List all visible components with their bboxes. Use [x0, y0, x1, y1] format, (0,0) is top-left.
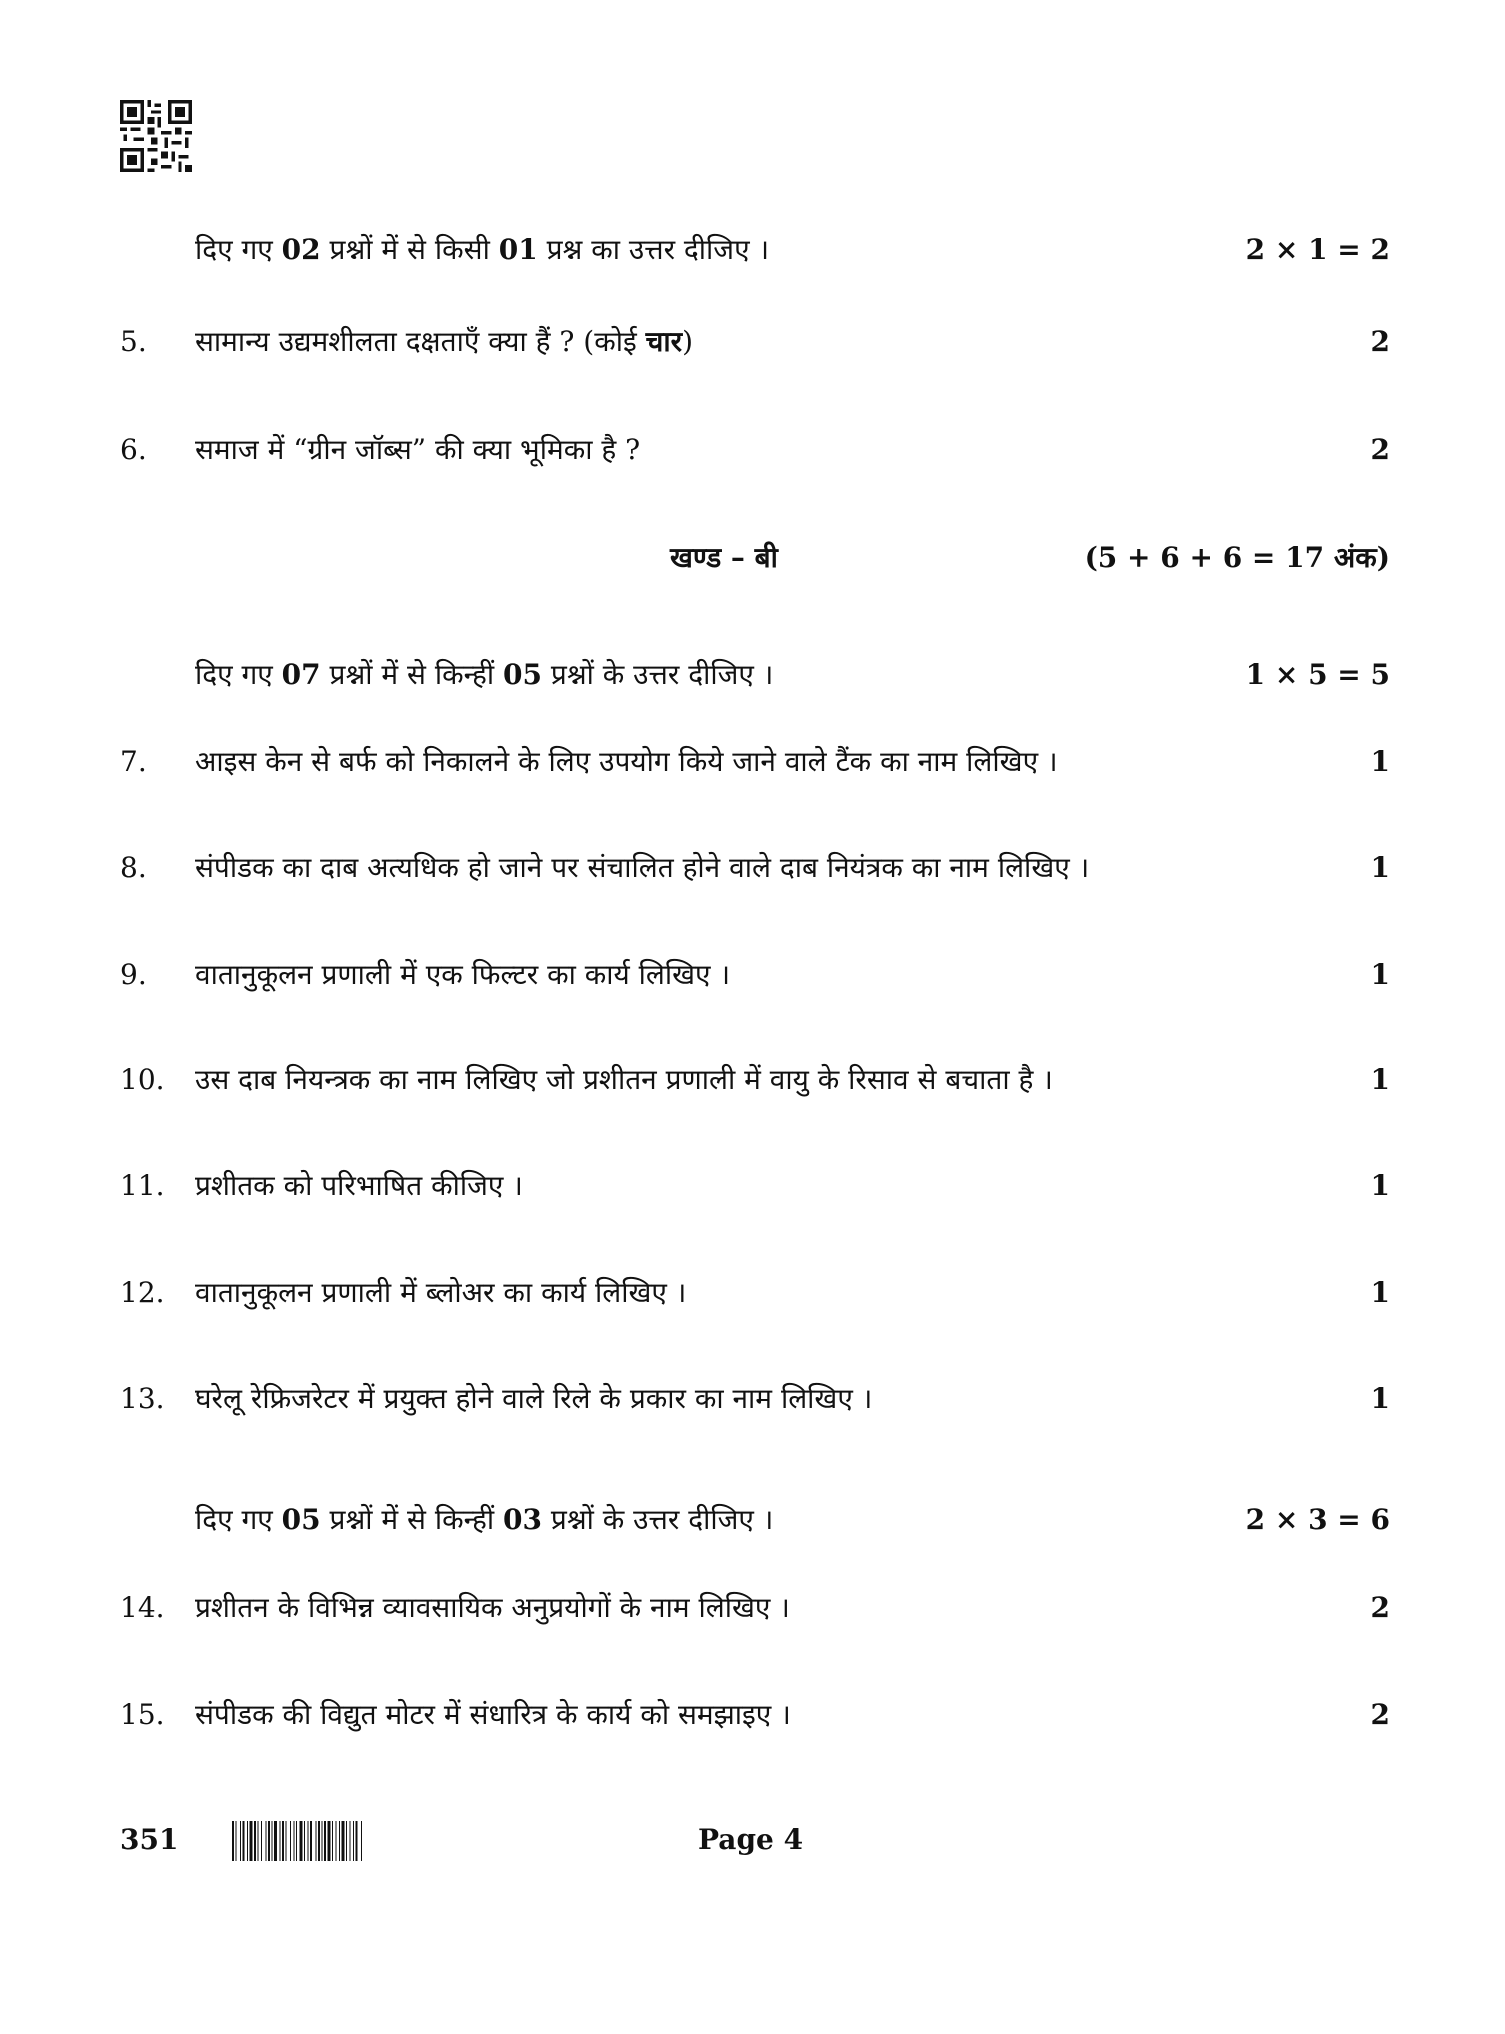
instruction-text: [195, 1495, 773, 1545]
question-text-part: सामान्य उद्यमशीलता दक्षताएँ क्या हैं ? (कोई: [195, 325, 646, 358]
instruction-part: दिए गए: [195, 1503, 282, 1536]
question-number: 7.: [120, 745, 147, 778]
question-text: उस दाब नियन्त्रक का नाम लिखिए जो प्रशीतन प्रणाली में वायु के रिसाव से बचाता है ।: [195, 1063, 1053, 1096]
instruction-part: प्रश्नों के उत्तर दीजिए ।: [542, 1503, 774, 1536]
question-number: 5.: [120, 325, 147, 358]
section-title: खण्ड – बी: [670, 541, 778, 574]
question-row: [0, 1374, 1505, 1424]
question-marks: 2: [1370, 1698, 1390, 1731]
instruction-text: [195, 225, 769, 275]
instruction-row: [0, 225, 1505, 275]
instruction-marks: 1 × 5 = 5: [1245, 658, 1390, 691]
question-text: वातानुकूलन प्रणाली में एक फिल्टर का कार्य लिखिए ।: [195, 958, 731, 991]
qr-code-icon: [120, 100, 192, 172]
question-number: 14.: [120, 1591, 165, 1624]
instruction-count: 07: [281, 658, 321, 691]
instruction-part: प्रश्नों में से किन्हीं: [320, 1503, 504, 1536]
question-number: 6.: [120, 433, 147, 466]
question-text: आइस केन से बर्फ को निकालने के लिए उपयोग किये जाने वाले टैंक का नाम लिखिए ।: [195, 745, 1058, 778]
question-text: प्रशीतक को परिभाषित कीजिए ।: [195, 1169, 523, 1202]
section-marks: (5 + 6 + 6 = 17 अंक): [1084, 541, 1390, 574]
question-marks: 2: [1370, 433, 1390, 466]
page-footer: [0, 1815, 1505, 1865]
instruction-count: 03: [503, 1503, 542, 1536]
question-row: [0, 1161, 1505, 1211]
question-marks: 1: [1370, 1169, 1390, 1202]
question-marks: 2: [1370, 1591, 1390, 1624]
question-emphasis: चार: [645, 325, 683, 358]
question-row: [0, 1583, 1505, 1633]
instruction-row: [0, 1495, 1505, 1545]
question-number: 8.: [120, 851, 147, 884]
question-row: [0, 317, 1505, 367]
instruction-part: प्रश्नों के उत्तर दीजिए ।: [542, 658, 774, 691]
question-number: 12.: [120, 1276, 165, 1309]
instruction-part: प्रश्नों में से किसी: [320, 233, 499, 266]
question-marks: 1: [1370, 1276, 1390, 1309]
instruction-marks: 2 × 3 = 6: [1245, 1503, 1390, 1536]
question-text-part: ): [682, 325, 694, 358]
instruction-part: प्रश्न का उत्तर दीजिए ।: [537, 233, 770, 266]
instruction-row: [0, 650, 1505, 700]
question-row: [0, 425, 1505, 475]
question-marks: 1: [1370, 1063, 1390, 1096]
question-row: [0, 1690, 1505, 1740]
question-row: [0, 1055, 1505, 1105]
question-row: [0, 843, 1505, 893]
question-text: वातानुकूलन प्रणाली में ब्लोअर का कार्य लिखिए ।: [195, 1276, 687, 1309]
instruction-count: 02: [281, 233, 321, 266]
question-number: 15.: [120, 1698, 165, 1731]
instruction-count: 05: [281, 1503, 321, 1536]
instruction-part: प्रश्नों में से किन्हीं: [320, 658, 504, 691]
paper-code: 351: [120, 1823, 179, 1856]
question-number: 10.: [120, 1063, 165, 1096]
question-marks: 2: [1370, 325, 1390, 358]
question-marks: 1: [1370, 851, 1390, 884]
question-text: [195, 317, 693, 367]
question-row: [0, 1268, 1505, 1318]
question-row: [0, 737, 1505, 787]
barcode-icon: [232, 1821, 457, 1861]
question-marks: 1: [1370, 745, 1390, 778]
page-number: Page 4: [698, 1823, 804, 1856]
question-text: समाज में “ग्रीन जॉब्स” की क्या भूमिका है ?: [195, 433, 641, 466]
question-text: संपीडक का दाब अत्यधिक हो जाने पर संचालित होने वाले दाब नियंत्रक का नाम लिखिए ।: [195, 851, 1090, 884]
question-number: 13.: [120, 1382, 165, 1415]
section-header: [0, 533, 1505, 583]
instruction-text: [195, 650, 773, 700]
instruction-part: दिए गए: [195, 658, 282, 691]
question-text: प्रशीतन के विभिन्न व्यावसायिक अनुप्रयोगों के नाम लिखिए ।: [195, 1591, 790, 1624]
instruction-count: 01: [498, 233, 538, 266]
instruction-marks: 2 × 1 = 2: [1245, 233, 1390, 266]
instruction-part: दिए गए: [195, 233, 282, 266]
instruction-count: 05: [503, 658, 542, 691]
question-number: 9.: [120, 958, 147, 991]
question-text: संपीडक की विद्युत मोटर में संधारित्र के कार्य को समझाइए ।: [195, 1698, 791, 1731]
question-text: घरेलू रेफ्रिजरेटर में प्रयुक्त होने वाले रिले के प्रकार का नाम लिखिए ।: [195, 1382, 873, 1415]
question-number: 11.: [120, 1169, 165, 1202]
question-marks: 1: [1370, 958, 1390, 991]
question-row: [0, 950, 1505, 1000]
question-marks: 1: [1370, 1382, 1390, 1415]
